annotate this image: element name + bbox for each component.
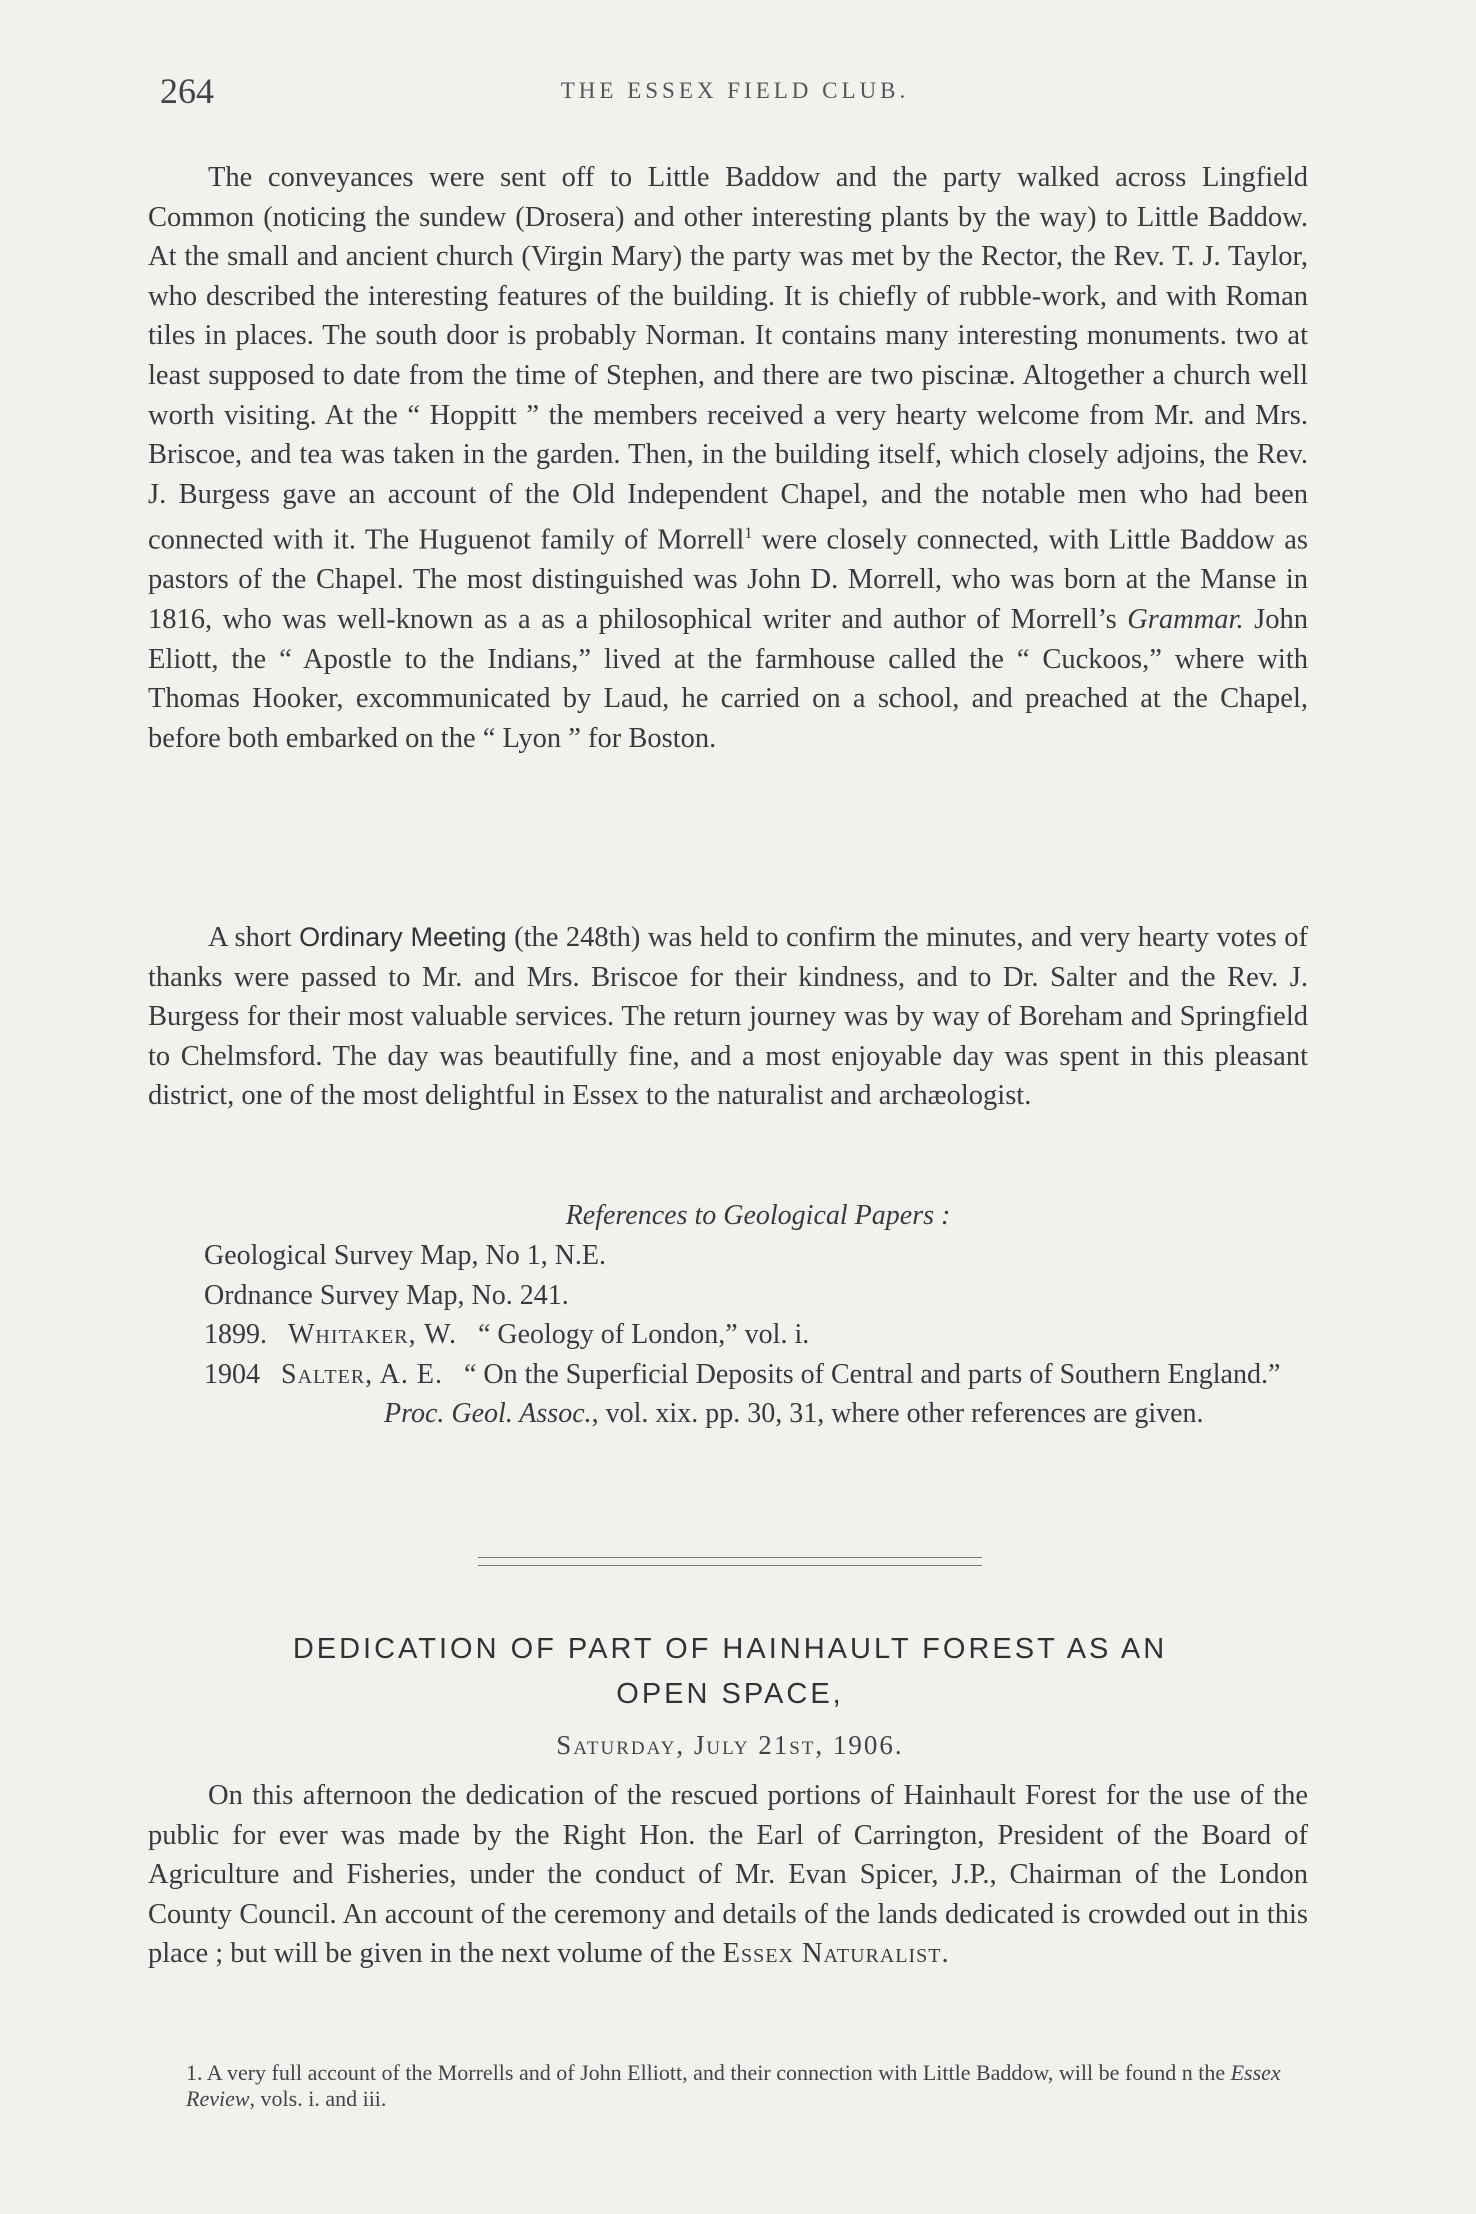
footnote-marker: 1. (186, 2060, 203, 2085)
reference-line: Geological Survey Map, No 1, N.E. (204, 1240, 607, 1271)
footnote: 1. A very full account of the Morrells and of John Elliott, and their connection with Little Baddow, will be found n the Essex Review, vols. i. and iii. (186, 2060, 1281, 2111)
reference-entry: 1904 Salter, A. E. “ On the Superficial Deposits of Central and parts of Southern England.” Proc. Geol. Assoc., vol. xix. pp. 30, 31, where other references are given. (204, 1358, 1281, 1429)
meeting-term: Ordinary Meeting (299, 922, 507, 952)
running-header (160, 70, 1310, 120)
reference-entry: 1899. Whitaker, W. “ Geology of London,” vol. i. (204, 1319, 810, 1350)
main-text-column (148, 158, 1308, 758)
footnote-reference: 1 (744, 525, 753, 543)
paragraph-ordinary-meeting: A short Ordinary Meeting (the 248th) was held to confirm the minutes, and very hearty votes of thanks were passed to Mr. and Mrs. Briscoe for their kindness, and to Dr. Salter and the Rev. J. Burgess for their most valuable services. The return journey was by way of Boreham and Springfield to Chelmsford. The day was beautifully fine, and a most enjoyable day was spent in this pleasant district, one of the most delightful in Essex to the naturalist and archæologist. (148, 922, 1308, 1112)
section-divider (478, 1557, 982, 1566)
section-title: DEDICATION OF PART OF HAINHAULT FOREST AS AN OPEN SPACE, (292, 1633, 1168, 1710)
reference-line: Ordnance Survey Map, No. 241. (204, 1279, 569, 1311)
paragraph-hainhault: On this afternoon the dedication of the rescued portions of Hainhault Forest for the use of the public for ever was made by the Right Hon. the Earl of Carrington, President of the Board of Agriculture and Fisheries, under the conduct of Mr. Evan Spicer, J.P., Chairman of the London County Council. An account of the ceremony and details of the lands dedicated is crowded out in this place ; but will be given in the next volume of the Essex Naturalist. (148, 1780, 1308, 1970)
meeting-paragraph-column (148, 918, 1308, 1116)
section-date: Saturday, July 21st, 1906. (556, 1730, 904, 1760)
journal-title: THE ESSEX FIELD CLUB. (560, 78, 910, 103)
references-block (148, 1196, 1308, 1434)
paragraph-little-baddow: The conveyances were sent off to Little Baddow and the party walked across Lingfield Common (noticing the sundew (Drosera) and other interesting plants by the way) to Little Baddow. At the small and ancient church (Virgin Mary) the party was met by the Rector, the Rev. T. J. Taylor, who described the interesting features of the building. It is chiefly of rubble-work, and with Roman tiles in places. The south door is probably Norman. It contains many interesting monuments. two at least supposed to date from the time of Stephen, and there are two piscinæ. Altogether a church well worth visiting. At the “ Hoppitt ” the members received a very hearty welcome from Mr. and Mrs. Briscoe, and tea was taken in the garden. Then, in the building itself, which closely adjoins, the Rev. J. Burgess gave an account of the Old Independent Chapel, and the notable men who had been connected with it. The Huguenot family of Morrell$^1$ were closely connected, with Little Baddow as pastors of the Chapel. The most distinguished was John D. Morrell, who was born at the Manse in 1816, who was well-known as a as a philosophical writer and author of Morrell’s Grammar. John Eliott, the “ Apostle to the Indians,” lived at the farmhouse called the “ Cuckoos,” where with Thomas Hooker, excommunicated by Laud, he carried on a school, and preached at the Chapel, before both embarked on the “ Lyon ” for Boston. (148, 162, 1308, 754)
hainhault-paragraph-column (148, 1776, 1308, 1974)
page-number: 264 (160, 71, 214, 111)
references-heading: References to Geological Papers : (565, 1200, 951, 1231)
